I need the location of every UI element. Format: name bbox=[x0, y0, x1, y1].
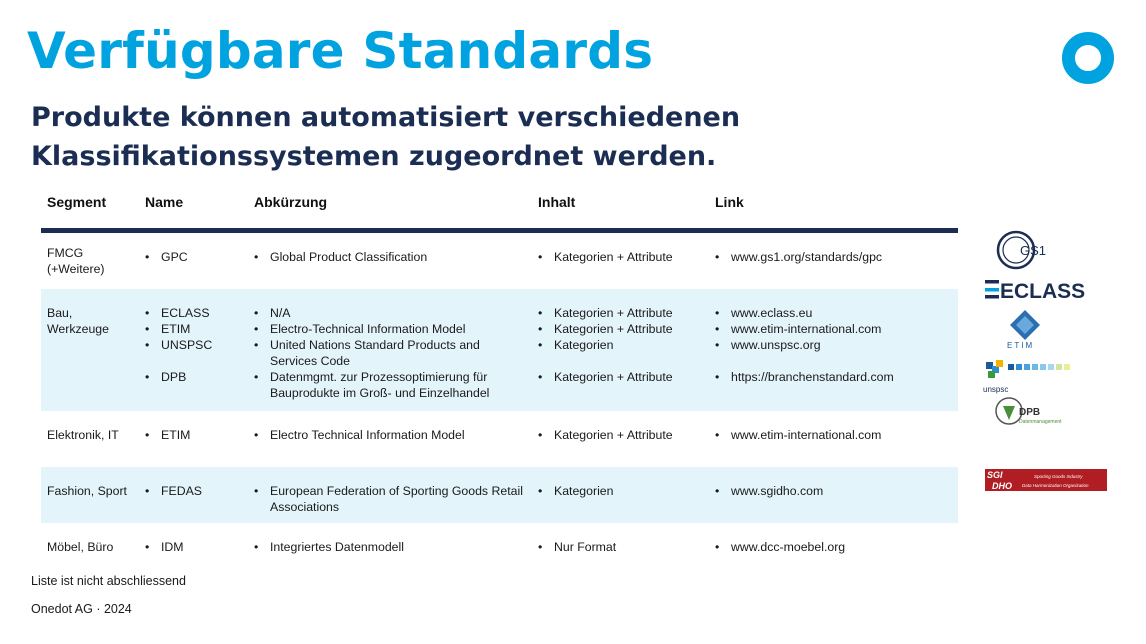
name-item: • ETIM bbox=[145, 321, 245, 337]
inhalt-item: • Kategorien bbox=[538, 337, 708, 353]
abbr-item: • N/A bbox=[254, 305, 526, 321]
header-segment: Segment bbox=[47, 194, 107, 210]
abbr-item: • European Federation of Sporting Goods Retail Associations bbox=[254, 483, 526, 515]
page-subtitle: Produkte können automatisiert verschiedenen Klassifikationssystemen zugeordnet werden. bbox=[31, 102, 741, 172]
header-link: Link bbox=[715, 194, 744, 210]
name-item: • ETIM bbox=[145, 427, 245, 443]
link-item[interactable]: • https://branchenstandard.com bbox=[715, 369, 955, 385]
header-abkuerzung: Abkürzung bbox=[254, 194, 328, 210]
name-cell bbox=[145, 427, 245, 443]
dpb-logo-subtext: Datenmanagement bbox=[1019, 419, 1062, 425]
abbr-cell bbox=[254, 539, 526, 555]
inhalt-cell bbox=[538, 427, 708, 443]
sgidho-logo bbox=[985, 469, 1107, 491]
link-cell bbox=[715, 483, 955, 499]
table-header bbox=[41, 186, 958, 233]
etim-logo-text: ETIM bbox=[1007, 341, 1035, 350]
abbr-item: • Datenmgmt. zur Prozessoptimierung für Bauprodukte im Groß- und Einzelhandel bbox=[254, 369, 526, 401]
inhalt-cell bbox=[538, 483, 708, 499]
header-name: Name bbox=[145, 194, 184, 210]
link-item[interactable]: • www.etim-international.com bbox=[715, 321, 955, 337]
link-cell bbox=[715, 305, 955, 385]
inhalt-item: • Kategorien + Attribute bbox=[538, 427, 708, 443]
segment-cell: FMCG (+Weitere) bbox=[47, 246, 105, 276]
link-item[interactable]: • www.eclass.eu bbox=[715, 305, 955, 321]
abbr-cell bbox=[254, 249, 526, 265]
link-cell bbox=[715, 427, 955, 443]
name-item: • FEDAS bbox=[145, 483, 245, 499]
abbr-item: • United Nations Standard Products and Services Code bbox=[254, 337, 526, 369]
abbr-cell bbox=[254, 483, 526, 515]
name-item: • ECLASS bbox=[145, 305, 245, 321]
unspsc-logo-text: unspsc bbox=[983, 385, 1009, 394]
abbr-item: • Global Product Classification bbox=[254, 249, 526, 265]
name-cell bbox=[145, 249, 245, 265]
header-inhalt: Inhalt bbox=[538, 194, 576, 210]
inhalt-cell bbox=[538, 305, 708, 385]
name-item: • DPB bbox=[145, 369, 245, 385]
link-item[interactable]: • www.gs1.org/standards/gpc bbox=[715, 249, 955, 265]
eclass-logo-text: ECLASS bbox=[1000, 280, 1086, 303]
segment-cell: Elektronik, IT bbox=[47, 428, 119, 442]
sgidho-logo-text-a: SGI bbox=[987, 470, 1003, 480]
name-cell bbox=[145, 305, 245, 385]
sgidho-logo-text-d: Data Harmonization Organization bbox=[1022, 483, 1089, 488]
abbr-cell bbox=[254, 427, 526, 443]
gs1-logo-text: GS1 bbox=[1020, 243, 1047, 258]
sgidho-logo-text-c: Sporting Goods Industry bbox=[1034, 474, 1083, 479]
dpb-logo bbox=[996, 398, 1062, 425]
inhalt-item: • Kategorien + Attribute bbox=[538, 249, 708, 265]
sgidho-logo-text-b: DHO bbox=[992, 481, 1012, 491]
abbr-item: • Electro Technical Information Model bbox=[254, 427, 526, 443]
name-item: • IDM bbox=[145, 539, 245, 555]
inhalt-cell bbox=[538, 539, 708, 555]
page-title: Verfügbare Standards bbox=[27, 22, 654, 80]
standards-table bbox=[41, 186, 958, 563]
unspsc-logo bbox=[983, 360, 1070, 394]
link-cell bbox=[715, 539, 955, 555]
etim-logo bbox=[1007, 310, 1040, 350]
link-item[interactable]: • www.etim-international.com bbox=[715, 427, 955, 443]
inhalt-item: • Nur Format bbox=[538, 539, 708, 555]
name-cell bbox=[145, 539, 245, 555]
inhalt-item: • Kategorien + Attribute bbox=[538, 305, 708, 321]
footer-note: Liste ist nicht abschliessend bbox=[31, 574, 186, 588]
abbr-item: • Electro-Technical Information Model bbox=[254, 321, 526, 337]
link-item[interactable]: • www.sgidho.com bbox=[715, 483, 955, 499]
inhalt-cell bbox=[538, 249, 708, 265]
abbr-item: • Integriertes Datenmodell bbox=[254, 539, 526, 555]
table-row bbox=[41, 523, 958, 563]
link-item[interactable]: • www.unspsc.org bbox=[715, 337, 955, 353]
standards-logos bbox=[978, 226, 1118, 526]
segment-cell: Möbel, Büro bbox=[47, 540, 114, 554]
inhalt-item: • Kategorien + Attribute bbox=[538, 321, 708, 337]
name-cell bbox=[145, 483, 245, 499]
eclass-logo bbox=[985, 280, 1085, 303]
table-row bbox=[41, 411, 958, 467]
name-item: • GPC bbox=[145, 249, 245, 265]
link-item[interactable]: • www.dcc-moebel.org bbox=[715, 539, 955, 555]
table-row bbox=[41, 289, 958, 411]
table-row bbox=[41, 467, 958, 523]
name-item: • UNSPSC bbox=[145, 337, 245, 353]
dpb-logo-text: DPB bbox=[1019, 407, 1041, 418]
segment-cell: Bau, Werkzeuge bbox=[47, 306, 109, 336]
inhalt-item: • Kategorien + Attribute bbox=[538, 369, 708, 385]
segment-cell: Fashion, Sport bbox=[47, 484, 127, 498]
abbr-cell bbox=[254, 305, 526, 401]
footer-company: Onedot AG · 2024 bbox=[31, 602, 132, 616]
gs1-logo bbox=[998, 232, 1046, 268]
link-cell bbox=[715, 249, 955, 265]
inhalt-item: • Kategorien bbox=[538, 483, 708, 499]
onedot-logo bbox=[1062, 32, 1114, 84]
table-row bbox=[41, 233, 958, 289]
